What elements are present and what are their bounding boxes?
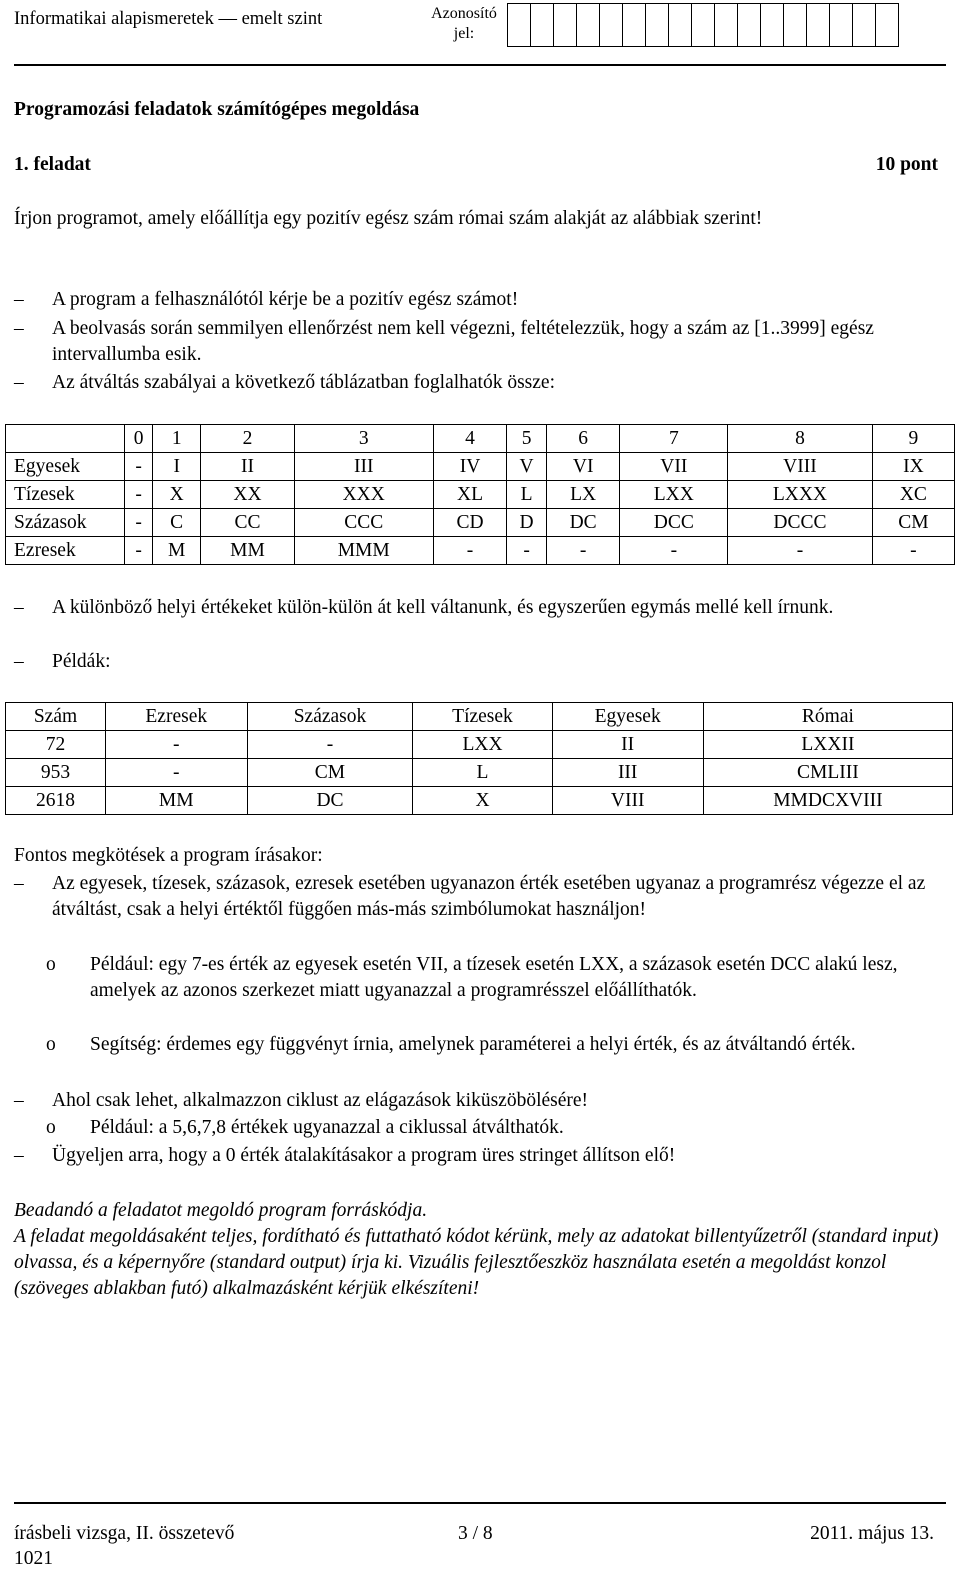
id-box[interactable]	[599, 3, 624, 47]
id-box[interactable]	[852, 3, 877, 47]
table-cell: -	[106, 731, 248, 759]
dash-marker: –	[14, 651, 24, 672]
table-cell: MM	[106, 787, 248, 815]
id-box[interactable]	[668, 3, 693, 47]
id-box[interactable]	[622, 3, 647, 47]
circle-marker: o	[46, 954, 56, 975]
table-cell: CD	[433, 509, 507, 537]
list-item-text: A program a felhasználótól kérje be a pozitív egész számot!	[52, 289, 519, 310]
table-cell: 953	[6, 759, 106, 787]
table-cell: -	[106, 759, 248, 787]
table-cell: -	[728, 537, 873, 565]
dash-marker: –	[14, 318, 24, 339]
table-header-row	[6, 703, 953, 731]
table-header-row	[6, 425, 955, 453]
id-box[interactable]	[806, 3, 831, 47]
table-cell: DCC	[620, 509, 728, 537]
list-item	[14, 370, 944, 396]
table-cell: CM	[872, 509, 954, 537]
footer-exam-label: írásbeli vizsga, II. összetevő	[14, 1523, 235, 1544]
table-cell: MMM	[294, 537, 433, 565]
table-cell: 0	[125, 425, 153, 453]
sub-list-item-text: Segítség: érdemes egy függvényt írnia, amelynek paraméterei a helyi érték, és az átváltandó érték.	[90, 1034, 856, 1055]
table-cell: 7	[620, 425, 728, 453]
table-cell: -	[872, 537, 954, 565]
sub-list-item	[38, 952, 944, 1004]
sub-list-item	[38, 1115, 944, 1141]
table-cell: XXX	[294, 481, 433, 509]
dash-marker: –	[14, 873, 24, 894]
circle-marker: o	[46, 1117, 56, 1138]
table-cell: Ezresek	[106, 703, 248, 731]
table-cell: II	[201, 453, 295, 481]
list-item-text: Ügyeljen arra, hogy a 0 érték átalakításakor a program üres stringet állítson elő!	[52, 1145, 676, 1166]
table-cell: CM	[247, 759, 413, 787]
table-cell: 9	[872, 425, 954, 453]
dash-marker: –	[14, 1145, 24, 1166]
table-cell: III	[294, 453, 433, 481]
list-item	[14, 1088, 944, 1114]
table-cell: DC	[546, 509, 620, 537]
table-row	[6, 759, 953, 787]
table-row	[6, 731, 953, 759]
list-item-text: A különböző helyi értékeket külön-külön át kell váltanunk, és egyszerűen egymás mellé kell írnunk.	[52, 597, 834, 618]
table-cell	[6, 425, 125, 453]
table-cell: VIII	[728, 453, 873, 481]
list-item	[14, 595, 944, 621]
submission-details: A feladat megoldásaként teljes, fordítható és futtatható kódot kérünk, mely az adatokat billentyűzetről (standard input) olvassa, és a képernyőre (standard output) írja ki. Vizuális fejlesztőeszköz használata esetén a megoldást konzol (szöveges ablakban futó) alkalmazásként kérjük elkészíteni!	[14, 1226, 939, 1299]
table-cell: 3	[294, 425, 433, 453]
table-cell: Egyesek	[552, 703, 703, 731]
list-item	[14, 1143, 944, 1169]
table-cell: VIII	[552, 787, 703, 815]
constraints-title: Fontos megkötések a program írásakor:	[14, 845, 323, 866]
table-cell: XC	[872, 481, 954, 509]
task-points: 10 pont	[875, 154, 938, 175]
list-item	[14, 649, 944, 675]
id-box[interactable]	[507, 3, 532, 47]
table-cell: -	[125, 481, 153, 509]
table-cell: D	[507, 509, 547, 537]
table-cell: -	[247, 731, 413, 759]
list-item-text: A beolvasás során semmilyen ellenőrzést nem kell végezni, feltételezzük, hogy a szám az [1..3999] egész intervallumba esik.	[52, 318, 874, 365]
header-divider	[14, 64, 946, 66]
table-cell: MMDCXVIII	[703, 787, 952, 815]
table-cell: L	[507, 481, 547, 509]
table-cell: LX	[546, 481, 620, 509]
table-cell: 1	[153, 425, 201, 453]
table-cell: MM	[201, 537, 295, 565]
table-cell: DCCC	[728, 509, 873, 537]
table-cell: X	[413, 787, 552, 815]
table-cell: CC	[201, 509, 295, 537]
id-box[interactable]	[737, 3, 762, 47]
table-cell: CCC	[294, 509, 433, 537]
table-row	[6, 481, 955, 509]
task-title: 1. feladat	[14, 154, 91, 175]
list-item	[14, 287, 944, 313]
table-cell: L	[413, 759, 552, 787]
table-cell: 2618	[6, 787, 106, 815]
table-cell: Tízesek	[413, 703, 552, 731]
table-cell: 2	[201, 425, 295, 453]
footer-date: 2011. május 13.	[810, 1523, 934, 1544]
table-cell: 72	[6, 731, 106, 759]
table-row	[6, 787, 953, 815]
sub-list-item-text: Például: a 5,6,7,8 értékek ugyanazzal a ciklussal átválthatók.	[90, 1117, 564, 1138]
id-box[interactable]	[760, 3, 785, 47]
table-cell: CMLIII	[703, 759, 952, 787]
conversion-table	[5, 424, 955, 565]
table-cell: C	[153, 509, 201, 537]
list-item-text: Példák:	[52, 651, 111, 672]
table-cell: 4	[433, 425, 507, 453]
table-cell: I	[153, 453, 201, 481]
table-row	[6, 509, 955, 537]
table-cell: Római	[703, 703, 952, 731]
id-box[interactable]	[783, 3, 808, 47]
table-cell: III	[552, 759, 703, 787]
list-item-text: Az egyesek, tízesek, százasok, ezresek esetében ugyanazon érték esetében ugyanaz a programrész végezze el az átváltást, csak a helyi értéktől függően más-más szimbólumokat használjon!	[52, 873, 926, 920]
table-cell: -	[125, 453, 153, 481]
table-cell: 5	[507, 425, 547, 453]
footer-page-number: 3 / 8	[458, 1523, 493, 1544]
task-intro: Írjon programot, amely előállítja egy pozitív egész szám római szám alakját az alábbiak szerint!	[14, 208, 763, 229]
footer-divider	[14, 1502, 946, 1504]
table-cell: -	[507, 537, 547, 565]
circle-marker: o	[46, 1034, 56, 1055]
table-cell: Százasok	[247, 703, 413, 731]
dash-marker: –	[14, 372, 24, 393]
section-title: Programozási feladatok számítógépes megoldása	[14, 99, 420, 120]
sub-list-item	[38, 1032, 944, 1058]
id-box[interactable]	[691, 3, 716, 47]
header-title: Informatikai alapismeretek — emelt szint	[14, 9, 323, 29]
id-box[interactable]	[530, 3, 555, 47]
row-label: Tízesek	[6, 481, 125, 509]
dash-marker: –	[14, 1090, 24, 1111]
id-box[interactable]	[553, 3, 578, 47]
table-cell: DC	[247, 787, 413, 815]
list-item	[14, 316, 944, 368]
table-cell: -	[546, 537, 620, 565]
id-box[interactable]	[576, 3, 601, 47]
table-cell: XX	[201, 481, 295, 509]
list-item-text: Ahol csak lehet, alkalmazzon ciklust az elágazások kiküszöbölésére!	[52, 1090, 589, 1111]
table-cell: -	[125, 509, 153, 537]
table-row	[6, 537, 955, 565]
table-cell: V	[507, 453, 547, 481]
list-item	[14, 871, 944, 923]
table-cell: -	[620, 537, 728, 565]
row-label: Egyesek	[6, 453, 125, 481]
table-cell: -	[433, 537, 507, 565]
id-box[interactable]	[645, 3, 670, 47]
table-cell: LXXX	[728, 481, 873, 509]
row-label: Ezresek	[6, 537, 125, 565]
table-cell: LXXII	[703, 731, 952, 759]
table-cell: XL	[433, 481, 507, 509]
submission-note: Beadandó a feladatot megoldó program forráskódja.	[14, 1200, 428, 1221]
table-cell: II	[552, 731, 703, 759]
table-cell: X	[153, 481, 201, 509]
id-label	[424, 4, 504, 44]
footer-code: 1021	[14, 1548, 53, 1569]
row-label: Százasok	[6, 509, 125, 537]
dash-marker: –	[14, 597, 24, 618]
table-cell: LXX	[620, 481, 728, 509]
examples-table	[5, 702, 953, 815]
id-label-text: Azonosító jel:	[431, 5, 497, 42]
table-cell: 6	[546, 425, 620, 453]
table-cell: M	[153, 537, 201, 565]
id-box[interactable]	[829, 3, 854, 47]
table-cell: IX	[872, 453, 954, 481]
id-boxes	[508, 3, 899, 47]
id-box[interactable]	[714, 3, 739, 47]
sub-list-item-text: Például: egy 7-es érték az egyesek esetén VII, a tízesek esetén LXX, a százasok esetén DCC alakú lesz, amelyek az azonos szerkezet miatt ugyanazzal a programrésszel előállíthatók.	[90, 954, 898, 1001]
table-cell: LXX	[413, 731, 552, 759]
table-cell: -	[125, 537, 153, 565]
table-row	[6, 453, 955, 481]
dash-marker: –	[14, 289, 24, 310]
id-box[interactable]	[875, 3, 900, 47]
table-cell: IV	[433, 453, 507, 481]
table-cell: VI	[546, 453, 620, 481]
table-cell: VII	[620, 453, 728, 481]
list-item-text: Az átváltás szabályai a következő táblázatban foglalhatók össze:	[52, 372, 555, 393]
table-cell: Szám	[6, 703, 106, 731]
table-cell: 8	[728, 425, 873, 453]
